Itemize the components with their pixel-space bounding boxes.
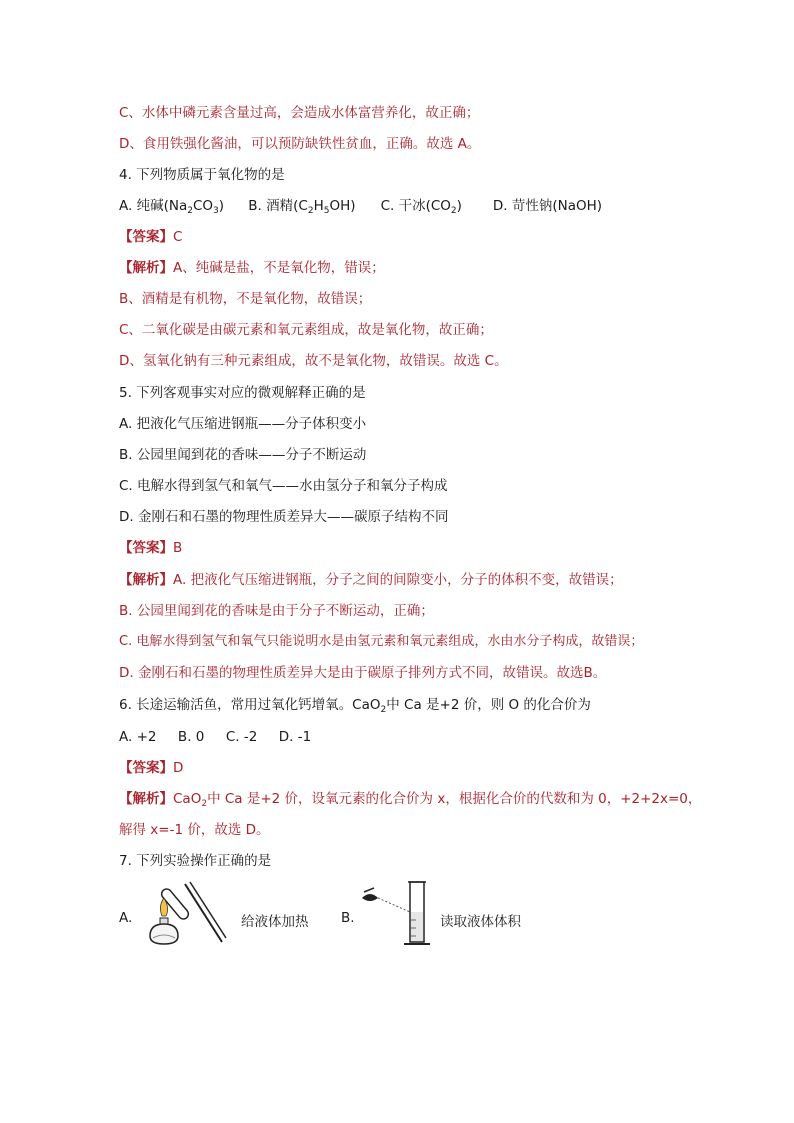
analysis-5-a: 【解析】A. 把液化气压缩进钢瓶，分子之间的间隙变小，分子的体积不变，故错误；	[119, 572, 623, 588]
answer-4: 【答案】C	[119, 229, 183, 245]
analysis-4-b: B、酒精是有机物，不是氧化物，故错误；	[119, 291, 372, 307]
question-6: 6. 长途运输活鱼，常用过氧化钙增氧。CaO$_2$中 Ca 是+2 价，则 O 的化合价为	[119, 697, 591, 715]
analysis-5-c: C. 电解水得到氢气和氧气只能说明水是由氢元素和氧元素组成，水由水分子构成，故错误；	[119, 634, 644, 649]
option-c: C. 干冰(CO2)	[380, 198, 462, 216]
analysis-4-c: C、二氧化碳是由碳元素和氧元素组成，故是氧化物，故正确；	[119, 322, 493, 338]
option-a: A. 纯碱(Na2CO3)	[119, 198, 225, 216]
question-5-option-a: A. 把液化气压缩进钢瓶——分子体积变小	[119, 416, 367, 432]
analysis-6-line-1: 【解析】CaO$_2$中 Ca 是+2 价，设氧元素的化合价为 x，根据化合价的代数和为 0，+2+2x=0，	[119, 791, 702, 809]
analysis-5-d: D. 金刚石和石墨的物理性质差异大是由于碳原子排列方式不同，故错误。故选B。	[119, 665, 607, 681]
question-5: 5. 下列客观事实对应的微观解释正确的是	[119, 385, 366, 401]
question-5-option-d: D. 金刚石和石墨的物理性质差异大——碳原子结构不同	[119, 509, 449, 525]
question-4-options	[119, 197, 602, 220]
answer-6: 【答案】D	[119, 760, 184, 776]
question-5-option-b: B. 公园里闻到花的香味——分子不断运动	[119, 447, 367, 463]
analysis-4-d: D、氢氧化钠有三种元素组成，故不是氧化物，故错误。故选 C。	[119, 353, 508, 369]
analysis-5-b: B. 公园里闻到花的香味是由于分子不断运动，正确；	[119, 603, 434, 619]
analysis-6-line-2: 解得 x=-1 价，故选 D。	[119, 822, 270, 838]
figure-b-letter: B.	[341, 910, 355, 926]
question-7: 7. 下列实验操作正确的是	[119, 853, 272, 869]
question-5-option-c: C. 电解水得到氢气和氧气——水由氢分子和氧分子构成	[119, 478, 448, 494]
option-b: B. 酒精(C2H5OH)	[248, 198, 356, 216]
analysis-line-c: C、水体中磷元素含量过高，会造成水体富营养化，故正确；	[119, 105, 480, 121]
figure-b-label: 读取液体体积	[440, 914, 521, 930]
heating-liquid-illustration	[140, 876, 230, 948]
question-6-options: A. +2 B. 0 C. -2 D. -1	[119, 729, 312, 745]
reading-cylinder-illustration	[358, 878, 434, 948]
answer-5: 【答案】B	[119, 540, 183, 556]
figure-a-letter: A.	[119, 910, 133, 926]
option-d: D. 苛性钠(NaOH)	[492, 198, 603, 214]
analysis-line-d: D、食用铁强化酱油，可以预防缺铁性贫血，正确。故选 A。	[119, 136, 481, 152]
question-4: 4. 下列物质属于氧化物的是	[119, 167, 285, 183]
figure-a-label: 给液体加热	[241, 914, 309, 930]
analysis-4-a: 【解析】A、纯碱是盐，不是氧化物，错误；	[119, 260, 385, 276]
